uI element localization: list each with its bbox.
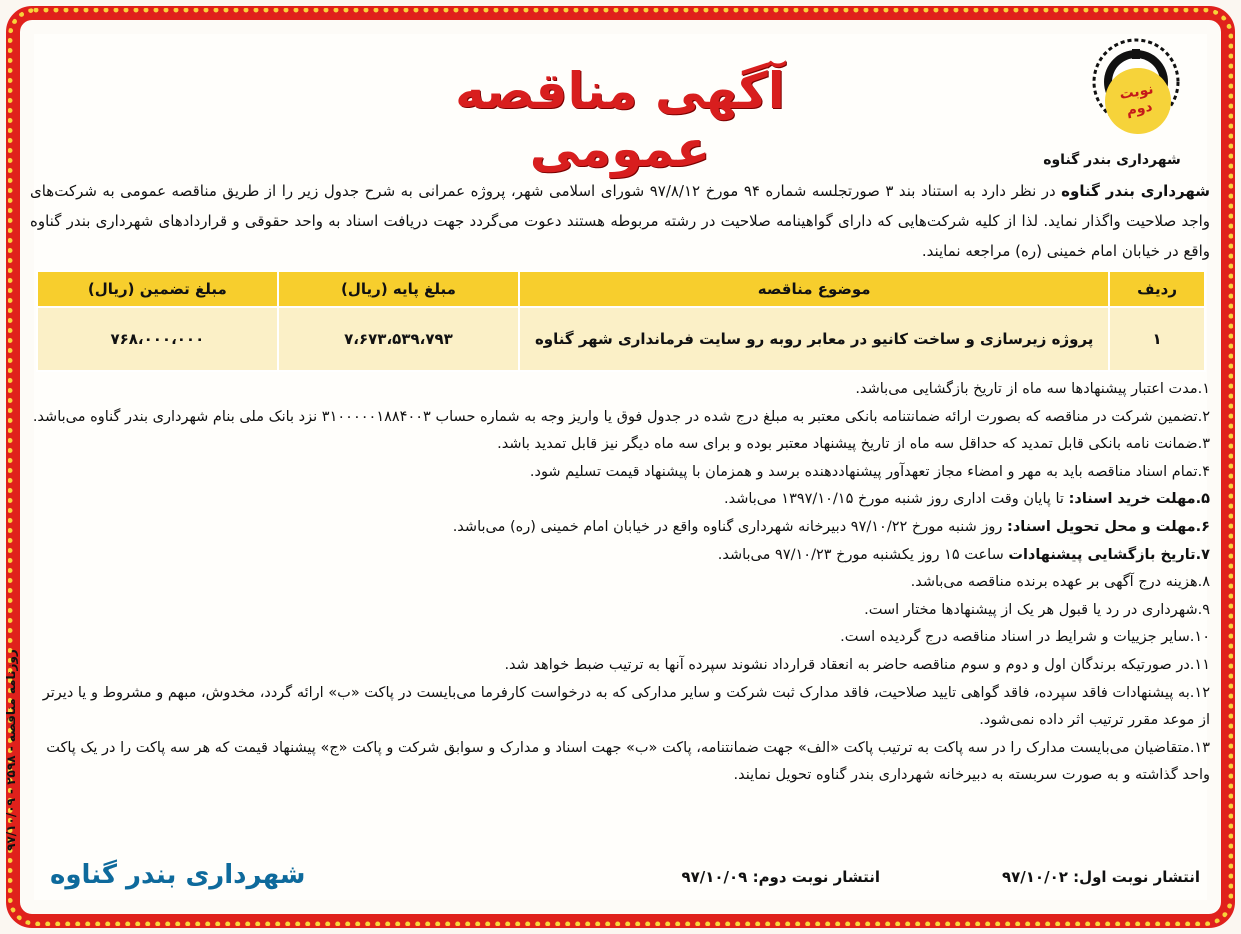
item-text: ۲.تضمین شرکت در مناقصه که بصورت ارائه ضمانتنامه بانکی معتبر به مبلغ درج شده در جدول فوق یا واریز وجه به شماره حساب ۳۱۰۰۰۰۰۱۸۸۴۰۰۳ نزد بانک ملی بنام شهرداری بندر گناوه می‌باشد. xyxy=(32,408,1210,425)
item-text: ۱۳.متقاضیان می‌بایست مدارک را در سه پاکت به ترتیب پاکت «الف» جهت ضمانتنامه، پاکت «ب» جهت اسناد و مدارک و سوابق شرکت و پاکت «ج» پیشنهاد قیمت که هر سه پاکت را در یک پاکت واحد گذاشته و به صورت سربسته به دبیرخانه شهرداری بندر گناوه تحویل نمایند. xyxy=(46,739,1210,784)
cell-row-number: ۱ xyxy=(1109,307,1205,371)
list-item xyxy=(30,404,1210,432)
item-text: ۸.هزینه درج آگهی بر عهده برنده مناقصه می‌باشد. xyxy=(910,574,1210,591)
item-text: ۴.تمام اسناد مناقصه باید به مهر و امضاء مجاز تعهدآور پیشنهاددهنده برسد و همزمان با پیشنهاد قیمت تسلیم شود. xyxy=(529,463,1210,480)
col-header-base-amount: مبلغ پایه (ریال) xyxy=(278,271,520,307)
list-item xyxy=(30,376,1210,404)
table-header-row xyxy=(37,271,1205,307)
item-text: ۱.مدت اعتبار پیشنهادها سه ماه از تاریخ بازگشایی می‌باشد. xyxy=(855,381,1210,397)
table-row xyxy=(37,307,1205,371)
item-lead: ۵.مهلت خرید اسناد: xyxy=(1068,491,1210,508)
list-item xyxy=(30,624,1210,652)
list-item xyxy=(30,735,1210,790)
footer xyxy=(30,862,1210,898)
page-title: آگهی مناقصه عمومی xyxy=(455,62,785,178)
col-header-subject: موضوع مناقصه xyxy=(519,271,1109,307)
intro-lead: شهرداری بندر گناوه xyxy=(1061,182,1210,200)
logo-caption: شهرداری بندر گناوه xyxy=(1043,152,1181,168)
item-text: ۳.ضمانت نامه بانکی قابل تمدید که حداقل سه ماه از تاریخ پیشنهاد معتبر بوده و برای سه ماه دیگر نیز قابل تمدید باشد. xyxy=(497,436,1210,453)
list-item xyxy=(30,597,1210,625)
first-publication-date: انتشار نوبت اول: ۹۷/۱۰/۰۲ xyxy=(1001,868,1200,886)
intro-paragraph xyxy=(30,176,1210,266)
list-item xyxy=(30,569,1210,597)
intro-text: در نظر دارد به استناد بند ۳ صورتجلسه شماره ۹۴ مورخ ۹۷/۸/۱۲ شورای اسلامی شهر، پروژه عمرانی به شرح جدول زیر را از طریق مناقصه عمومی به شرکت‌های واجد صلاحیت واگذار نماید. لذا از کلیه شرکت‌هایی که دارای گواهینامه صلاحیت در رشته مربوطه هستند دعوت می‌گردد جهت دریافت اسناد به واحد حقوقی و قراردادهای شهرداری بندر گناوه واقع در خیابان امام خمینی (ره) مراجعه نمایند. xyxy=(30,182,1210,260)
item-lead: ۷.تاریخ بازگشایی پیشنهادات xyxy=(1008,546,1210,563)
second-publication-date: انتشار نوبت دوم: ۹۷/۱۰/۰۹ xyxy=(681,868,880,886)
item-lead: ۶.مهلت و محل تحویل اسناد: xyxy=(1007,518,1210,535)
col-header-guarantee-amount: مبلغ تضمین (ریال) xyxy=(37,271,278,307)
cell-guarantee-amount: ۷۶۸،۰۰۰،۰۰۰ xyxy=(37,307,278,371)
list-item xyxy=(30,680,1210,735)
list-item xyxy=(30,486,1210,514)
item-text: ۹.شهرداری در رد یا قبول هر یک از پیشنهادها مختار است. xyxy=(864,601,1210,618)
signature: شهرداری بندر گناوه xyxy=(50,860,306,890)
item-text: ۱۱.در صورتیکه برندگان اول و دوم و سوم مناقصه حاضر به انعقاد قرارداد نشوند سپرده آنها به ترتیب ضبط خواهد شد. xyxy=(504,656,1210,673)
list-item xyxy=(30,431,1210,459)
list-item xyxy=(30,542,1210,570)
cell-subject: پروژه زیرسازی و ساخت کانیو در معابر روبه رو سایت فرمانداری شهر گناوه xyxy=(519,307,1109,371)
badge-line-2: دوم xyxy=(1125,98,1154,120)
list-item xyxy=(30,459,1210,487)
list-item xyxy=(30,652,1210,680)
tender-table xyxy=(36,270,1206,372)
item-text: روز شنبه مورخ ۹۷/۱۰/۲۲ دبیرخانه شهرداری گناوه واقع در خیابان امام خمینی (ره) می‌باشد. xyxy=(452,518,1008,535)
cell-base-amount: ۷،۶۷۳،۵۳۹،۷۹۳ xyxy=(278,307,520,371)
badge-line-1: نوبت xyxy=(1118,81,1155,103)
col-header-row-number: ردیف xyxy=(1109,271,1205,307)
item-text: ۱۰.سایر جزییات و شرایط در اسناد مناقصه درج گردیده است. xyxy=(840,629,1210,646)
item-text: ۱۲.به پیشنهادات فاقد سپرده، فاقد گواهی تایید صلاحیت، فاقد مدارک ثبت شرکت و سایر مدارکی که به درخواست کارفرما می‌بایست در پاکت «ب» ارائه گردد، مخدوش، مبهم و مشروط و یا دیرتر از موعد مقرر ترتیب اثر داده نمی‌شود. xyxy=(42,684,1210,729)
newspaper-sidebar xyxy=(0,620,22,880)
item-text: ساعت ۱۵ روز یکشنبه مورخ ۹۷/۱۰/۲۳ می‌باشد. xyxy=(717,546,1009,563)
list-item xyxy=(30,514,1210,542)
conditions-list xyxy=(30,376,1210,790)
sidebar-text: روزنامه مناقصه - ۲۵۹۸ - ۹۷/۱۰/۰۹ xyxy=(4,649,19,851)
item-text: تا پایان وقت اداری روز شنبه مورخ ۱۳۹۷/۱۰/۱۵ می‌باشد. xyxy=(723,491,1069,508)
